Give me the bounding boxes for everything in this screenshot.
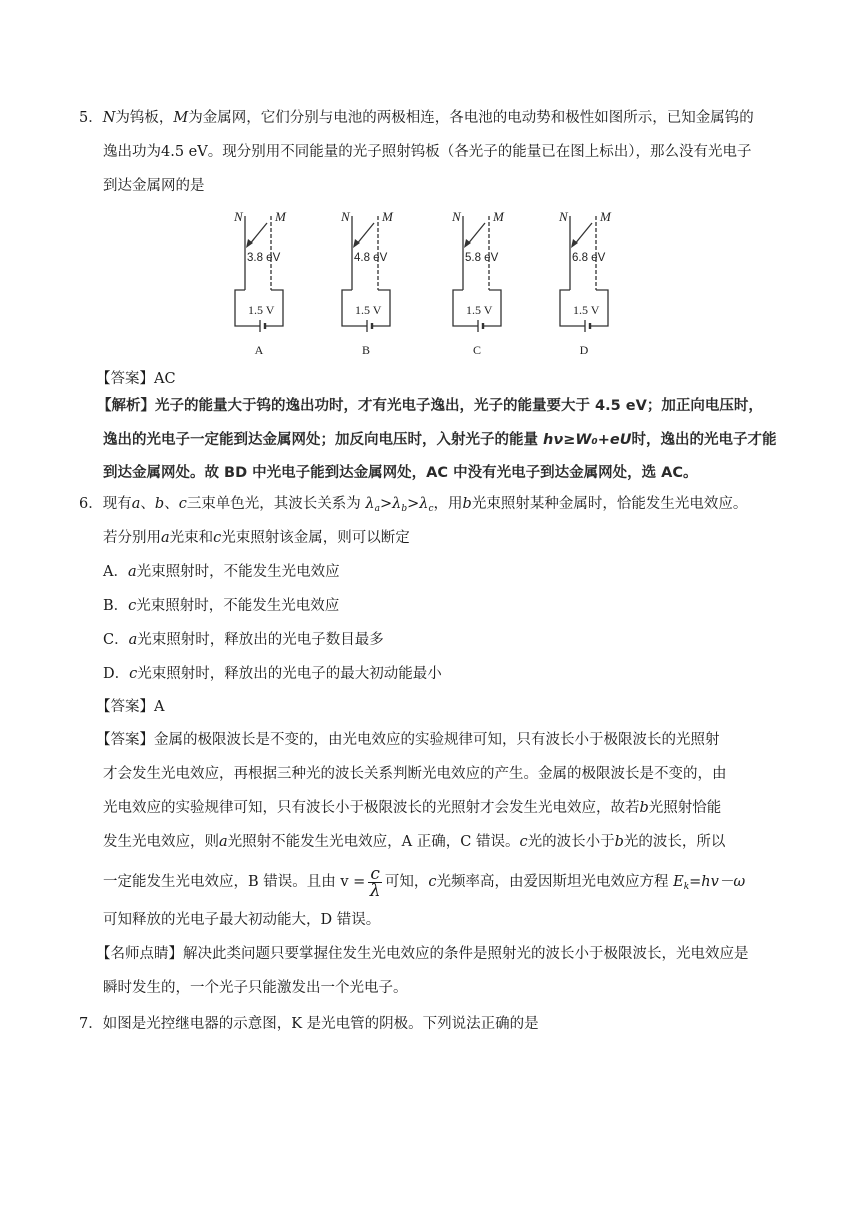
circuit-panel-D (558, 209, 612, 357)
q6-option-c: C．a光束照射时，释放出的光电子数目最多 (103, 632, 384, 648)
panel-label: A (254, 343, 264, 357)
battery-voltage-label: 1.5 V (466, 303, 493, 317)
panel-label: C (472, 343, 482, 357)
mesh-label-m: M (382, 209, 393, 224)
q7-line-1: 7．如图是光控继电器的示意图，K 是光电管的阴极。下列说法正确的是 (79, 1016, 539, 1032)
photon-energy-label: 4.8 eV (354, 252, 388, 264)
q5-explanation-2: 逸出的光电子一定能到达金属网处；加反向电压时，入射光子的能量 hν≥W₀+eU时，逸出的光电子才能 (103, 432, 777, 448)
photon-energy-label: 3.8 eV (247, 252, 281, 264)
mesh-label-m: M (493, 209, 504, 224)
q5-explanation-3: 到达金属网处。故 BD 中光电子能到达金属网处，AC 中没有光电子到达金属网处，选 AC。 (103, 465, 698, 481)
plate-label-n: N (341, 209, 350, 224)
q6-explanation-4: 发生光电效应，则a光照射不能发生光电效应，A 正确，C 错误。c光的波长小于b光的波长，所以 (103, 834, 726, 850)
q6-tip-2: 瞬时发生的，一个光子只能激发出一个光电子。 (103, 980, 408, 996)
photon-arrow-icon (571, 239, 578, 248)
q5-line-3: 到达金属网的是 (103, 178, 205, 194)
q5-line-1: 5．N为钨板，M为金属网，它们分别与电池的两极相连，各电池的电动势和极性如图所示，已知金属钨的 (79, 110, 754, 126)
plate-label-n: N (559, 209, 568, 224)
panel-label: D (579, 343, 589, 357)
q6-tip-1: 【名师点睛】解决此类问题只要掌握住发生光电效应的条件是照射光的波长小于极限波长，光电效应是 (96, 946, 749, 962)
q6-line-1: 6．现有a、b、c三束单色光，其波长关系为 $\lambda_a>\lambda_b>\lambda_c$，用b光束照射某种金属时，恰能发生光电效应。 (79, 496, 748, 514)
battery-voltage-label: 1.5 V (355, 303, 382, 317)
c-over-lambda-fraction: $\frac{c}{\lambda}$ (369, 863, 381, 901)
photon-energy-label: 6.8 eV (572, 252, 606, 264)
q5-line-2: 逸出功为4.5 eV。现分别用不同能量的光子照射钨板（各光子的能量已在图上标出），那么没有光电子 (103, 144, 752, 160)
q6-option-d: D．c光束照射时，释放出的光电子的最大初动能最小 (103, 666, 442, 682)
q5-explanation-1: 【解析】光子的能量大于钨的逸出功时，才有光电子逸出，光子的能量要大于 4.5 eV；加正向电压时， (97, 398, 763, 414)
photon-arrow-icon (464, 239, 471, 248)
circuit-figure (225, 208, 625, 366)
q6-explanation-3: 光电效应的实验规律可知，只有波长小于极限波长的光照射才会发生光电效应，故若b光照射恰能 (103, 800, 722, 816)
mesh-label-m: M (600, 209, 611, 224)
photon-arrow-icon (353, 239, 360, 248)
q6-explanation-5: 一定能发生光电效应，B 错误。且由 v = $\frac{c}{\lambda}$ 可知，c光频率高，由爱因斯坦光电效应方程 $E_k=hv-\omega$ (103, 863, 746, 901)
battery-voltage-label: 1.5 V (248, 303, 275, 317)
photon-arrow-icon (246, 239, 253, 248)
plate-label-n: N (452, 209, 461, 224)
q5-answer: 【答案】AC (96, 371, 176, 387)
q6-option-b: B．c光束照射时，不能发生光电效应 (103, 598, 340, 614)
panel-label: B (361, 343, 371, 357)
q6-line-2: 若分别用a光束和c光束照射该金属，则可以断定 (103, 530, 410, 546)
battery-voltage-label: 1.5 V (573, 303, 600, 317)
q6-answer: 【答案】A (96, 699, 165, 715)
circuit-panel-B (340, 209, 394, 357)
circuit-panel-C (451, 209, 505, 357)
circuit-panel-A (233, 209, 287, 357)
mesh-label-m: M (275, 209, 286, 224)
q6-explanation-2: 才会发生光电效应，再根据三种光的波长关系判断光电效应的产生。金属的极限波长是不变的，由 (103, 766, 727, 782)
photon-energy-label: 5.8 eV (465, 252, 499, 264)
q6-explanation-1: 【答案】金属的极限波长是不变的，由光电效应的实验规律可知，只有波长小于极限波长的光照射 (96, 732, 720, 748)
q6-explanation-6: 可知释放的光电子最大初动能大，D 错误。 (103, 912, 381, 928)
plate-label-n: N (234, 209, 243, 224)
q6-option-a: A．a光束照射时，不能发生光电效应 (103, 564, 340, 580)
